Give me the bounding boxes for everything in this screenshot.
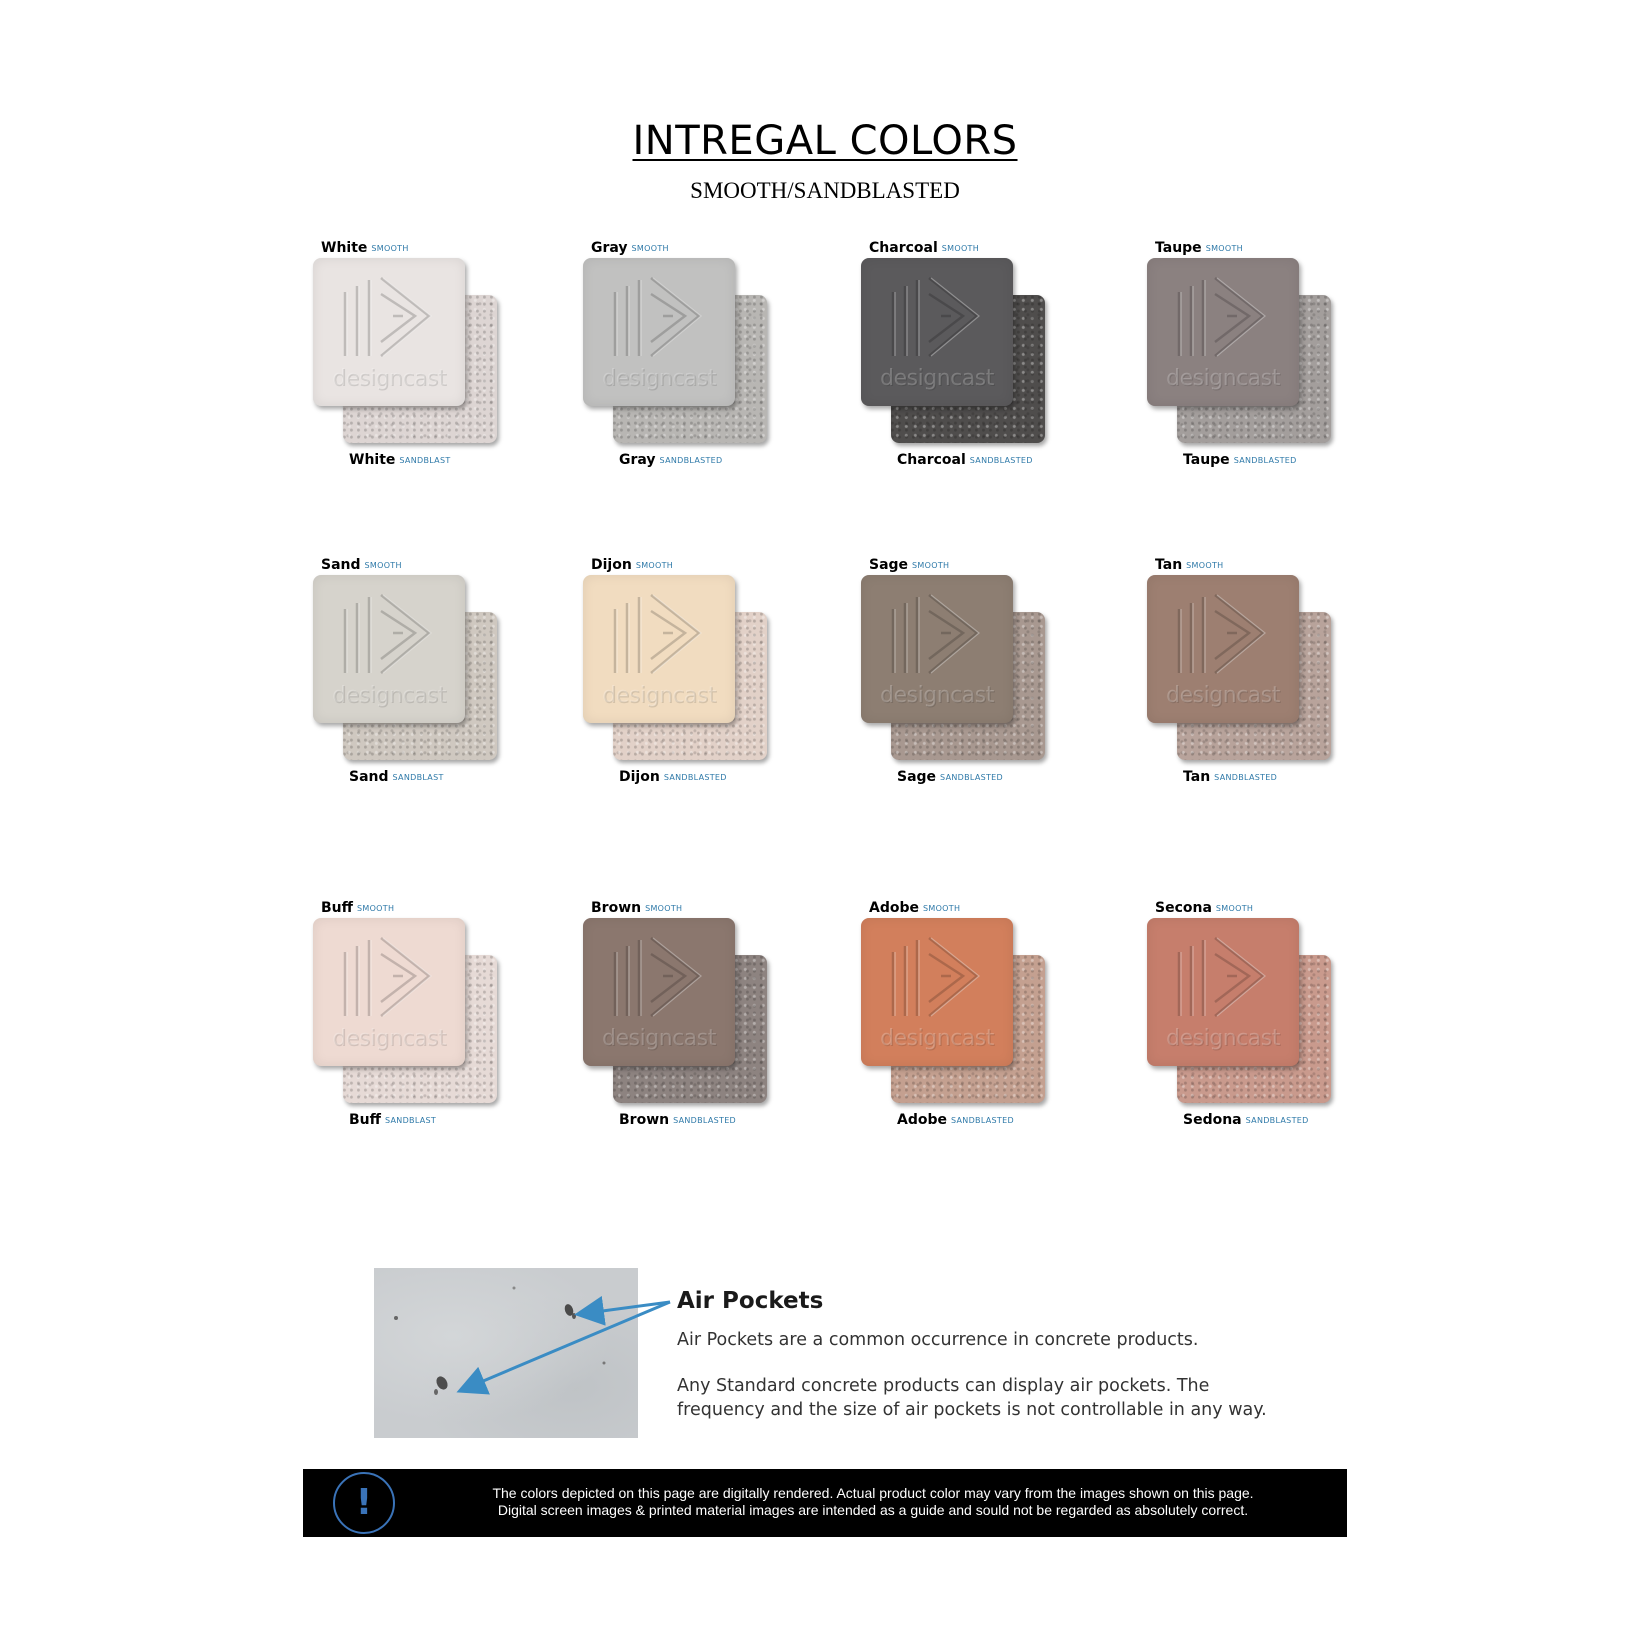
smooth-label: [591, 557, 673, 573]
page-subtitle: SMOOTH/SANDBLASTED: [690, 178, 960, 203]
sandblasted-label: [1183, 1112, 1309, 1128]
smooth-color-name: Adobe: [869, 900, 919, 916]
brand-watermark: designcast: [602, 366, 716, 391]
smooth-color-name: Sand: [321, 557, 361, 573]
brand-watermark: designcast: [880, 1026, 994, 1051]
disclaimer-line-2: Digital screen images & printed material images are intended as a guide and sould not be regarded as absolutely correct.: [497, 1502, 1249, 1518]
swatch-tile: [583, 900, 783, 1140]
brand-watermark: designcast: [602, 683, 716, 708]
smooth-swatch: [861, 258, 1013, 406]
sandblasted-color-name: Sedona: [1183, 1112, 1242, 1128]
disclaimer-line-1: The colors depicted on this page are digitally rendered. Actual product color may vary from the images shown on this page.: [492, 1485, 1254, 1501]
sandblasted-label: [1183, 769, 1277, 785]
exclamation-icon: !: [333, 1472, 395, 1534]
smooth-finish: SMOOTH: [631, 244, 669, 253]
sandblasted-color-name: Adobe: [897, 1112, 947, 1128]
brand-watermark: designcast: [1166, 366, 1280, 391]
sandblasted-finish: SANDBLASTED: [940, 773, 1003, 782]
sandblasted-label: [897, 1112, 1014, 1128]
sandblasted-label: [619, 769, 727, 785]
smooth-label: [1155, 557, 1223, 573]
smooth-color-name: Dijon: [591, 557, 632, 573]
sandblasted-finish: SANDBLASTED: [1233, 456, 1297, 465]
swatch-tile: [313, 900, 513, 1140]
designcast-logo-icon: [1171, 272, 1275, 364]
smooth-swatch: [583, 258, 735, 406]
air-pockets-text-2: Any Standard concrete products can display air pockets. The frequency and the size of air pockets is not controllable in any way.: [677, 1376, 1267, 1420]
brand-watermark: designcast: [332, 366, 446, 391]
smooth-label: [591, 240, 669, 256]
sandblasted-color-name: White: [349, 452, 396, 468]
brand-watermark: designcast: [1166, 1026, 1280, 1051]
smooth-swatch: [861, 918, 1013, 1066]
sandblasted-label: [349, 452, 451, 468]
smooth-label: [1155, 900, 1253, 916]
sandblasted-color-name: Taupe: [1183, 452, 1230, 468]
sandblasted-color-name: Tan: [1183, 769, 1211, 785]
smooth-swatch: [1147, 575, 1299, 723]
air-pockets-title: Air Pockets: [677, 1288, 824, 1314]
smooth-label: [591, 900, 682, 916]
disclaimer-text: [413, 1485, 1333, 1519]
sandblasted-finish: SANDBLASTED: [969, 456, 1033, 465]
sandblasted-color-name: Sand: [349, 769, 389, 785]
sandblasted-color-name: Sage: [897, 769, 937, 785]
smooth-swatch: [583, 918, 735, 1066]
designcast-logo-icon: [337, 272, 441, 364]
sandblasted-finish: SANDBLAST: [399, 456, 451, 465]
swatch-tile: [861, 557, 1061, 797]
designcast-logo-icon: [337, 932, 441, 1024]
smooth-color-name: Taupe: [1155, 240, 1202, 256]
sandblasted-finish: SANDBLASTED: [1214, 773, 1278, 782]
sandblasted-label: [619, 452, 722, 468]
smooth-swatch: [313, 575, 465, 723]
smooth-swatch: [313, 918, 465, 1066]
swatch-tile: [1147, 900, 1347, 1140]
smooth-label: [321, 900, 394, 916]
sandblasted-label: [897, 769, 1003, 785]
smooth-swatch: [1147, 918, 1299, 1066]
smooth-label: [869, 557, 949, 573]
smooth-finish: SMOOTH: [356, 904, 395, 913]
smooth-label: [869, 240, 979, 256]
brand-watermark: designcast: [880, 683, 994, 708]
sandblasted-label: [349, 1112, 436, 1128]
smooth-finish: SMOOTH: [364, 561, 402, 570]
sandblasted-finish: SANDBLASTED: [1245, 1116, 1309, 1125]
sandblasted-finish: SANDBLASTED: [951, 1116, 1014, 1125]
smooth-color-name: Buff: [321, 900, 353, 916]
brand-watermark: designcast: [880, 366, 994, 391]
smooth-finish: SMOOTH: [645, 904, 683, 913]
designcast-logo-icon: [1171, 589, 1275, 681]
brand-watermark: designcast: [332, 1026, 446, 1051]
smooth-finish: SMOOTH: [1186, 561, 1224, 570]
sandblasted-finish: SANDBLAST: [392, 773, 444, 782]
air-pocket-arrows: [440, 1290, 680, 1430]
brand-watermark: designcast: [602, 1026, 716, 1051]
designcast-logo-icon: [885, 932, 989, 1024]
swatch-tile: [313, 240, 513, 480]
smooth-color-name: Tan: [1155, 557, 1183, 573]
sandblasted-label: [349, 769, 444, 785]
smooth-color-name: Sage: [869, 557, 909, 573]
smooth-label: [869, 900, 960, 916]
smooth-color-name: Brown: [591, 900, 642, 916]
swatch-tile: [583, 240, 783, 480]
brand-watermark: designcast: [1166, 683, 1280, 708]
sandblasted-color-name: Dijon: [619, 769, 660, 785]
sandblasted-label: [619, 1112, 736, 1128]
smooth-finish: SMOOTH: [912, 561, 950, 570]
swatch-tile: [861, 900, 1061, 1140]
page-title: INTREGAL COLORS: [632, 118, 1018, 164]
sandblasted-label: [897, 452, 1033, 468]
smooth-color-name: White: [321, 240, 368, 256]
smooth-finish: SMOOTH: [1205, 244, 1243, 253]
smooth-finish: SMOOTH: [635, 561, 674, 570]
designcast-logo-icon: [607, 932, 711, 1024]
swatch-tile: [313, 557, 513, 797]
swatch-tile: [583, 557, 783, 797]
swatch-tile: [1147, 557, 1347, 797]
smooth-color-name: Charcoal: [869, 240, 938, 256]
sandblasted-finish: SANDBLASTED: [673, 1116, 737, 1125]
designcast-logo-icon: [885, 272, 989, 364]
designcast-logo-icon: [885, 589, 989, 681]
smooth-finish: SMOOTH: [923, 904, 961, 913]
smooth-color-name: Secona: [1155, 900, 1212, 916]
sandblasted-color-name: Gray: [619, 452, 656, 468]
brand-watermark: designcast: [332, 683, 446, 708]
smooth-color-name: Gray: [591, 240, 628, 256]
smooth-swatch: [861, 575, 1013, 723]
designcast-logo-icon: [337, 589, 441, 681]
smooth-swatch: [1147, 258, 1299, 406]
sandblasted-finish: SANDBLASTED: [663, 773, 727, 782]
designcast-logo-icon: [607, 589, 711, 681]
smooth-swatch: [583, 575, 735, 723]
swatch-tile: [861, 240, 1061, 480]
air-pockets-text-1: Air Pockets are a common occurrence in concrete products.: [677, 1330, 1199, 1350]
smooth-label: [321, 557, 402, 573]
sandblasted-finish: SANDBLASTED: [659, 456, 723, 465]
color-disclaimer-banner: [303, 1469, 1347, 1537]
designcast-logo-icon: [607, 272, 711, 364]
sandblasted-finish: SANDBLAST: [384, 1116, 437, 1125]
swatch-tile: [1147, 240, 1347, 480]
sandblasted-color-name: Brown: [619, 1112, 670, 1128]
smooth-label: [1155, 240, 1243, 256]
smooth-label: [321, 240, 409, 256]
smooth-finish: SMOOTH: [1215, 904, 1254, 913]
sandblasted-color-name: Buff: [349, 1112, 381, 1128]
sandblasted-color-name: Charcoal: [897, 452, 966, 468]
designcast-logo-icon: [1171, 932, 1275, 1024]
smooth-swatch: [313, 258, 465, 406]
smooth-finish: SMOOTH: [371, 244, 409, 253]
sandblasted-label: [1183, 452, 1297, 468]
smooth-finish: SMOOTH: [941, 244, 980, 253]
